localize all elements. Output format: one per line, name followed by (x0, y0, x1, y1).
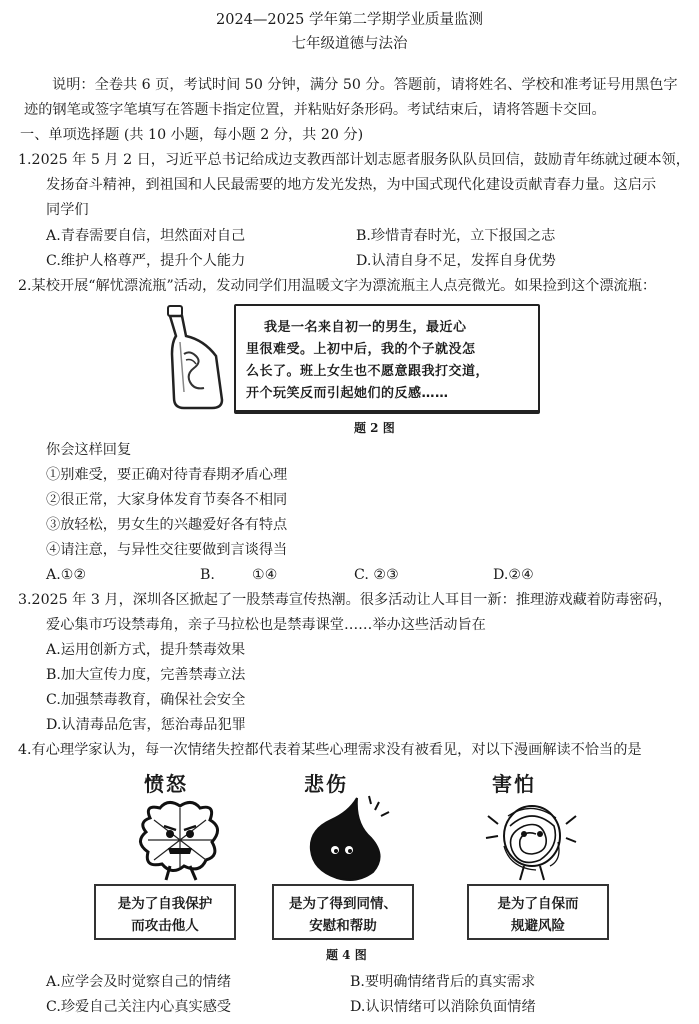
q2-option-c: C. ②③ (354, 567, 399, 583)
panel-anger-title: 愤怒 (144, 772, 188, 796)
q3-option-c: C.加强禁毒教育，确保社会安全 (46, 692, 246, 708)
fear-scribble-icon (480, 796, 580, 882)
figure-2-label: 题 2 图 (354, 421, 395, 435)
exam-subtitle: 七年级道德与法治 (291, 36, 408, 52)
panel-anger-caption-2: 而攻击他人 (131, 918, 199, 934)
bottle-note (234, 304, 540, 414)
panel-fear-caption-2: 规避风险 (511, 918, 565, 934)
panel-fear-caption (467, 884, 609, 940)
q2-statement-4: ④请注意，与异性交往要做到言谈得当 (46, 542, 288, 558)
figure-4-label: 题 4 图 (326, 948, 367, 962)
note-line-2: 里很难受。上初中后，我的个子就没怎 (246, 342, 476, 357)
q1-stem-line-3: 同学们 (46, 202, 89, 218)
q2-stem: 2.某校开展“解忧漂流瓶”活动，发动同学们用温暖文字为漂流瓶主人点亮微光。如果捡到这个漂流瓶： (18, 278, 657, 294)
q1-option-a: A.青春需要自信，坦然面对自己 (46, 228, 246, 244)
q2-option-a: A.①② (46, 567, 87, 583)
q1-option-c: C.维护人格尊严，提升个人能力 (46, 253, 246, 269)
bottle-illustration (160, 302, 230, 414)
note-line-4: 开个玩笑反而引起她们的反感…… (246, 386, 449, 401)
panel-sadness-caption-1: 是为了得到同情、 (289, 896, 397, 912)
q2-statement-1: ①别难受，要正确对待青春期矛盾心理 (46, 467, 288, 483)
q4-stem: 4.有心理学家认为，每一次情绪失控都代表着某些心理需求没有被看见，对以下漫画解读不恰当的是 (18, 742, 642, 758)
exam-title: 2024—2025 学年第二学期学业质量监测 (216, 12, 483, 28)
q1-stem-line-1: 1.2025 年 5 月 2 日，习近平总书记给成边支教西部计划志愿者服务队队员回信，鼓励青年练就过硬本领， (18, 152, 690, 168)
panel-anger-caption (94, 884, 236, 940)
anger-figure-icon (130, 798, 230, 882)
instructions-line-1: 说明：全卷共 6 页，考试时间 50 分钟，满分 50 分。答题前，请将姓名、学校和准考证号用黑色字 (52, 77, 678, 93)
q1-option-b: B.珍惜青春时光，立下报国之志 (356, 228, 556, 244)
q4-option-a: A.应学会及时觉察自己的情绪 (46, 974, 232, 990)
sadness-drop-icon (295, 794, 395, 882)
q3-option-d: D.认清毒品危害，惩治毒品犯罪 (46, 717, 246, 733)
panel-sadness-caption-2: 安慰和帮助 (309, 918, 377, 934)
q1-stem-line-2: 发扬奋斗精神，到祖国和人民最需要的地方发光发热，为中国式现代化建设贡献青春力量。这启示 (46, 177, 657, 193)
q3-stem-line-1: 3.2025 年 3 月，深圳各区掀起了一股禁毒宣传热潮。很多活动让人耳目一新：推理游戏藏着防毒密码， (18, 592, 672, 608)
q3-stem-line-2: 爱心集市巧设禁毒角，亲子马拉松也是禁毒课堂……举办这些活动旨在 (46, 617, 486, 633)
q2-statement-3: ③放轻松，男女生的兴趣爱好各有特点 (46, 517, 288, 533)
q2-statement-2: ②很正常，大家身体发育节奏各不相同 (46, 492, 288, 508)
panel-sadness-title: 悲伤 (304, 772, 348, 796)
q3-option-a: A.运用创新方式，提升禁毒效果 (46, 642, 246, 658)
instructions-line-2: 迹的钢笔或签字笔填写在答题卡指定位置，并粘贴好条形码。考试结束后，请将答题卡交回。 (24, 102, 606, 118)
q2-option-b-letter: B. (200, 567, 215, 583)
note-line-3: 么长了。班上女生也不愿意跟我打交道， (246, 364, 490, 379)
figure-2 (160, 302, 540, 414)
note-line-1: 我是一名来自初一的男生，最近心 (264, 320, 467, 335)
panel-fear-caption-1: 是为了自保而 (497, 896, 579, 912)
q2-prompt: 你会这样回复 (46, 442, 132, 458)
q4-option-d: D.认识情绪可以消除负面情绪 (350, 999, 536, 1015)
panel-anger-caption-1: 是为了自我保护 (117, 896, 213, 912)
q2-option-d: D.②④ (493, 567, 534, 583)
panel-fear-title: 害怕 (492, 772, 536, 796)
q4-option-c: C.珍爱自己关注内心真实感受 (46, 999, 232, 1015)
q3-option-b: B.加大宣传力度，完善禁毒立法 (46, 667, 246, 683)
q1-option-d: D.认清自身不足，发挥自身优势 (356, 253, 556, 269)
q2-option-b-value: ①④ (252, 567, 278, 583)
section-title: 一、单项选择题 (共 10 小题，每小题 2 分，共 20 分) (20, 127, 364, 143)
panel-sadness-caption (272, 884, 414, 940)
q4-option-b: B.要明确情绪背后的真实需求 (350, 974, 536, 990)
